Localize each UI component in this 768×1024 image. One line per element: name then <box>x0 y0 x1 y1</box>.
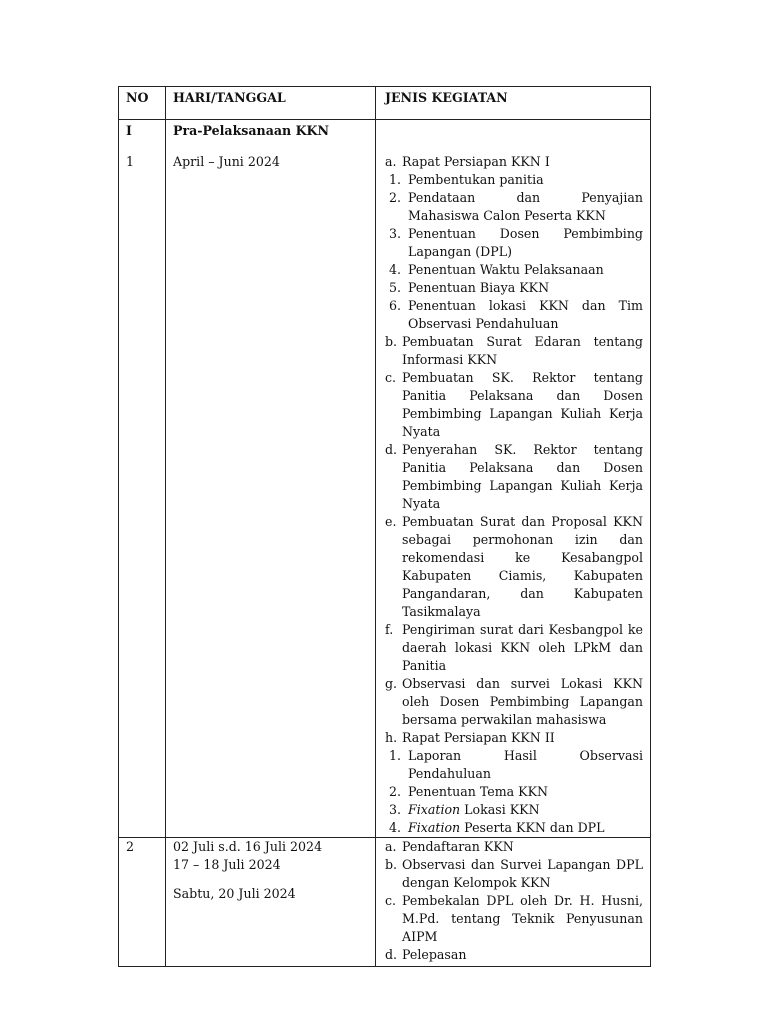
body-row <box>119 838 651 967</box>
sub-item: 3. Fixation Lokasi KKN <box>389 802 540 817</box>
section-title: Pra-Pelaksanaan KKN <box>173 123 329 138</box>
sub-item: 1. Pembentukan panitia <box>389 172 544 187</box>
row-number: 1 <box>126 154 135 169</box>
sub-item: 2. Penentuan Tema KKN <box>389 784 548 799</box>
row-date: 17 – 18 Juli 2024 <box>173 857 281 872</box>
row-date: Sabtu, 20 Juli 2024 <box>173 886 296 901</box>
body-row <box>119 120 651 838</box>
sub-item: 4. Penentuan Waktu Pelaksanaan <box>389 262 604 277</box>
list-item: b. Observasi dan Survei Lapangan DPL dengan Kelompok KKN <box>385 857 643 890</box>
header-row <box>119 87 651 120</box>
row-number: 2 <box>126 839 135 854</box>
sub-item: 1. Laporan Hasil Observasi Pendahuluan <box>389 748 643 781</box>
row-date: 02 Juli s.d. 16 Juli 2024 <box>173 839 323 854</box>
header-date: HARI/TANGGAL <box>166 87 376 120</box>
list-item: c. Pembuatan SK. Rektor tentang Panitia Pelaksana dan Dosen Pembimbing Lapangan Kuliah Kerja Nyata <box>385 370 643 439</box>
list-item: f. Pengiriman surat dari Kesbangpol ke daerah lokasi KKN oleh LPkM dan Panitia <box>385 622 643 673</box>
header-activity: JENIS KEGIATAN <box>376 87 651 120</box>
list-item: b. Pembuatan Surat Edaran tentang Informasi KKN <box>385 334 643 367</box>
list-item: a. Pendaftaran KKN <box>385 839 514 854</box>
schedule-table <box>118 86 651 967</box>
list-item: c. Pembekalan DPL oleh Dr. H. Husni, M.Pd. tentang Teknik Penyusunan AIPM <box>385 893 643 944</box>
row-date: April – Juni 2024 <box>173 154 280 169</box>
list-item: g. Observasi dan survei Lokasi KKN oleh Dosen Pembimbing Lapangan bersama perwakilan mahasiswa <box>385 676 643 727</box>
sub-item: 3. Penentuan Dosen Pembimbing Lapangan (DPL) <box>389 226 643 259</box>
sub-item: 4. Fixation Peserta KKN dan DPL <box>389 820 605 835</box>
list-item: e. Pembuatan Surat dan Proposal KKN sebagai permohonan izin dan rekomendasi ke Kesabangpol Kabupaten Ciamis, Kabupaten Pangandaran, dan Kabupaten Tasikmalaya <box>385 514 643 619</box>
sub-item: 6. Penentuan lokasi KKN dan Tim Observasi Pendahuluan <box>389 298 643 331</box>
list-item: h. Rapat Persiapan KKN II <box>385 730 555 745</box>
sub-item: 5. Penentuan Biaya KKN <box>389 280 550 295</box>
header-no: NO <box>119 87 166 120</box>
section-number: I <box>126 123 132 138</box>
list-item: a. Rapat Persiapan KKN I <box>385 154 550 169</box>
sub-item: 2. Pendataan dan Penyajian Mahasiswa Calon Peserta KKN <box>389 190 643 223</box>
list-item: d. Penyerahan SK. Rektor tentang Panitia Pelaksana dan Dosen Pembimbing Lapangan Kuliah Kerja Nyata <box>385 442 643 511</box>
list-item: d. Pelepasan <box>385 947 467 962</box>
